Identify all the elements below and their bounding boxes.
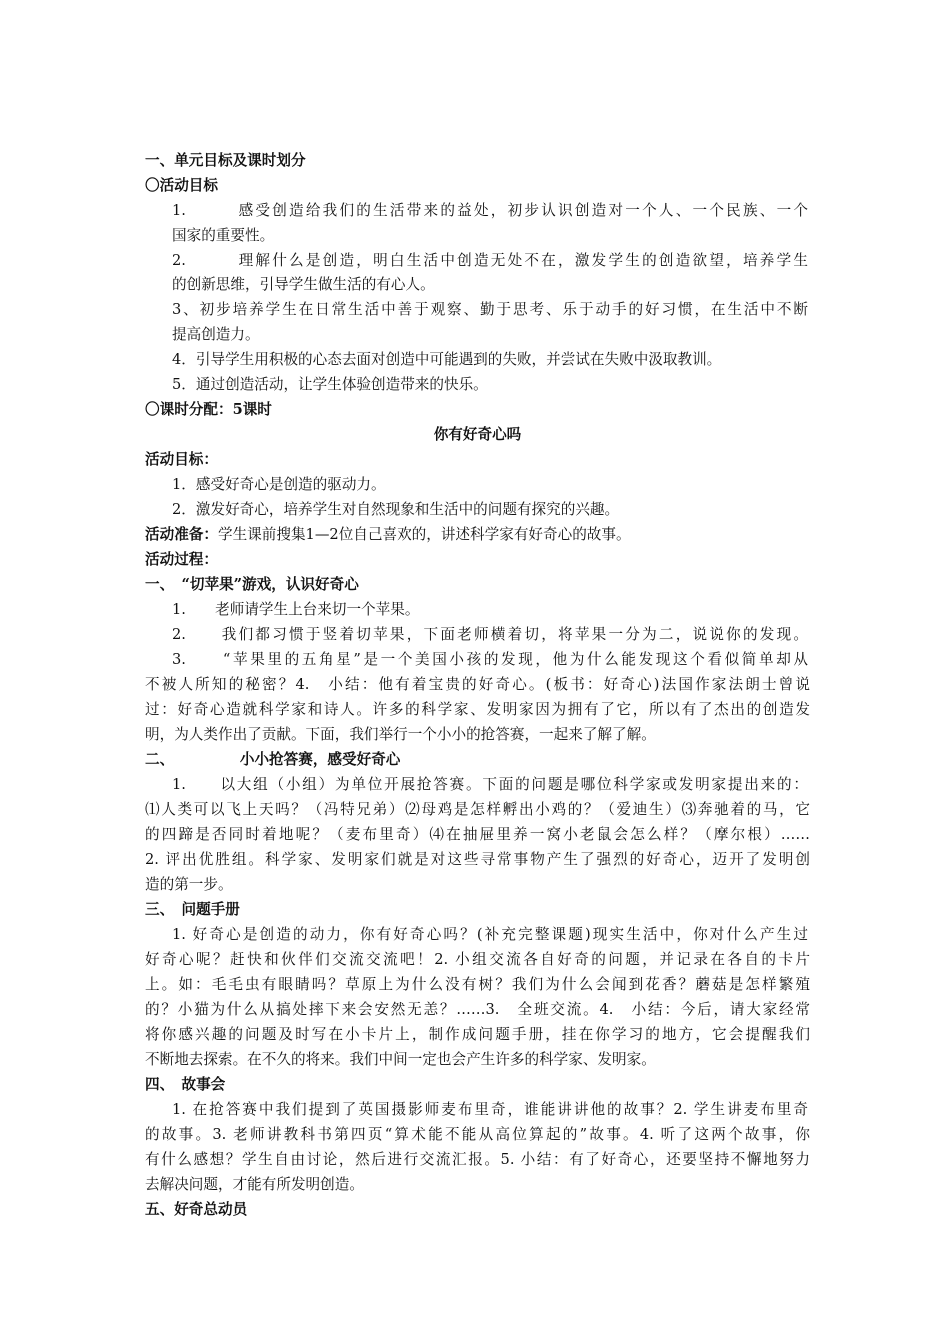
section-3-line-3: 上。如：毛毛虫有眼睛吗？草原上为什么没有树？我们为什么会闻到花香？蘑菇是怎样繁殖 <box>145 976 810 993</box>
section-2-heading: 二、 小小抢答赛，感受好奇心 <box>145 751 401 768</box>
section-4-heading: 四、 故事会 <box>145 1076 226 1093</box>
section-4-line-2: 的故事。3. 老师讲教科书第四页“算术能不能从高位算起的”故事。4. 听了这两个故事，你 <box>145 1126 810 1143</box>
section-2-para-line-5: 造的第一步。 <box>145 876 233 893</box>
section-1-para-line-4: 明，为人类作出了贡献。下面，我们举行一个小小的抢答赛，一起来了解了解。 <box>145 726 656 743</box>
goal-3-line-1: 3、初步培养学生在日常生活中善于观察、勤于思考、乐于动手的好习惯，在生活中不断 <box>172 301 808 318</box>
preparation-text: 学生课前搜集1—2位自己喜欢的，讲述科学家有好奇心的故事。 <box>217 526 631 543</box>
goal-2-line-2: 的创新思维，引导学生做生活的有心人。 <box>172 276 435 293</box>
heading-periods: 〇课时分配：5课时 <box>145 401 272 418</box>
goal-1-line-1: 1. 感受创造给我们的生活带来的益处，初步认识创造对一个人、一个民族、一个 <box>172 202 808 219</box>
preparation <box>145 524 810 546</box>
section-2-step-1: 1. 以大组（小组）为单位开展抢答赛。下面的问题是哪位科学家或发明家提出来的： <box>172 776 808 793</box>
section-2-para-line-3: 的四蹄是否同时着地呢？（麦布里奇）⑷在抽屉里养一窝小老鼠会怎么样？（摩尔根）…… <box>145 826 810 843</box>
goal-5: 5．通过创造活动，让学生体验创造带来的快乐。 <box>172 376 488 393</box>
section-4-line-1: 1. 在抢答赛中我们提到了英国摄影师麦布里奇，谁能讲讲他的故事？2. 学生讲麦布里奇 <box>172 1101 808 1118</box>
section-1-para-line-2: 不被人所知的秘密？4. 小结：他有着宝贵的好奇心。(板书：好奇心)法国作家法朗士曾说 <box>145 676 810 693</box>
heading-activity-goals: 〇活动目标 <box>145 177 218 194</box>
section-2-para-line-4: 2. 评出优胜组。科学家、发明家们就是对这些寻常事物产生了强烈的好奇心，迈开了发明创 <box>145 851 810 868</box>
section-3-line-2: 好奇心呢？赶快和伙伴们交流交流吧！2. 小组交流各自好奇的问题，并记录在各自的卡片 <box>145 951 810 968</box>
section-4-line-3: 有什么感想？学生自由讨论，然后进行交流汇报。5. 小结：有了好奇心，还要坚持不懈地努力 <box>145 1151 810 1168</box>
section-1-para-line-3: 过：好奇心造就科学家和诗人。许多的科学家、发明家因为拥有了它，所以有了杰出的创造发 <box>145 701 810 718</box>
heading-process: 活动过程： <box>145 551 218 568</box>
section-5-heading: 五、好奇总动员 <box>145 1201 248 1218</box>
section-3-line-1: 1. 好奇心是创造的动力，你有好奇心吗？(补充完整课题)现实生活中，你对什么产生过 <box>172 926 808 943</box>
section-3-heading: 三、 问题手册 <box>145 901 240 918</box>
section-1-step-2: 2. 我们都习惯于竖着切苹果，下面老师横着切，将苹果一分为二，说说你的发现。 <box>172 626 808 643</box>
goal-2-line-1: 2. 理解什么是创造，明白生活中创造无处不在，激发学生的创造欲望，培养学生 <box>172 252 808 269</box>
lesson-title: 你有好奇心吗 <box>433 426 522 443</box>
section-3-line-4: 的？小猫为什么从搞处摔下来会安然无恙？……3. 全班交流。4. 小结：今后，请大家经常 <box>145 1001 810 1018</box>
objective-2: 2．激发好奇心，培养学生对自然现象和生活中的问题有探究的兴趣。 <box>172 501 620 518</box>
objective-1: 1．感受好奇心是创造的驱动力。 <box>172 476 386 493</box>
heading-objectives: 活动目标： <box>145 451 218 468</box>
section-3-line-5: 将你感兴趣的问题及时写在小卡片上，制作成问题手册，挂在你学习的地方，它会提醒我们 <box>145 1026 810 1043</box>
section-1-heading: 一、 “切苹果”游戏，认识好奇心 <box>145 576 359 593</box>
section-1-step-3: 3. “苹果里的五角星”是一个美国小孩的发现，他为什么能发现这个看似简单却从 <box>172 651 808 668</box>
section-1-step-1: 1. 老师请学生上台来切一个苹果。 <box>172 601 420 618</box>
heading-unit-goals: 一、单元目标及课时划分 <box>145 152 306 169</box>
section-4-line-4: 去解决问题，才能有所发明创造。 <box>145 1176 364 1193</box>
goal-3-line-2: 提高创造力。 <box>172 326 260 343</box>
goal-1-line-2: 国家的重要性。 <box>172 227 275 244</box>
preparation-label: 活动准备： <box>145 526 218 543</box>
section-2-para-line-2: ⑴人类可以飞上天吗？（冯特兄弟）⑵母鸡是怎样孵出小鸡的？（爱迪生）⑶奔驰着的马，它 <box>145 801 810 818</box>
goal-4: 4．引导学生用积极的心态去面对创造中可能遇到的失败，并尝试在失败中汲取教训。 <box>172 351 722 368</box>
section-3-line-6: 不断地去探索。在不久的将来。我们中间一定也会产生许多的科学家、发明家。 <box>145 1051 656 1068</box>
